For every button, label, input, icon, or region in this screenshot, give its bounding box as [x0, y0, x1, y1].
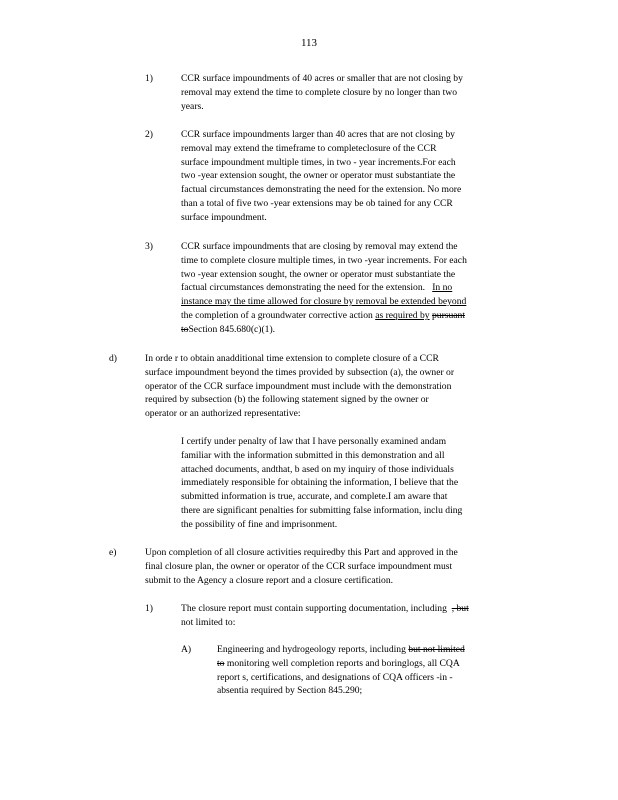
text-line: instance may the time allowed for closure by removal be extended beyond: [181, 296, 467, 308]
item-d-paragraph: [145, 352, 520, 421]
deleted-text: , but: [451, 603, 469, 614]
item-2-marker: 2): [145, 129, 153, 140]
text-line: submit to the Agency a closure report and a closure certification.: [145, 574, 394, 586]
deleted-text: but not limited: [408, 644, 465, 655]
item-1-marker: 1): [145, 73, 153, 84]
text-line: than a total of five two -year extensions may be ob tained for any CCR: [181, 197, 453, 209]
text-line: submitted information is true, accurate, and complete.I am aware that: [181, 491, 448, 503]
text-line: removal may extend the time to complete closure by no longer than two: [181, 86, 458, 98]
text-line: CCR surface impoundments that are closing by removal may extend the: [181, 241, 458, 252]
text-line: [181, 281, 532, 295]
text-line: In orde r to obtain anadditional time extension to complete closure of a CCR: [145, 353, 439, 364]
text-line: there are significant penalties for submitting false information, inclu ding: [181, 504, 463, 516]
text-line: two -year extension sought, the owner or operator must substantiate the: [181, 170, 456, 182]
text-segment: the completion of a groundwater corrective action: [181, 309, 376, 321]
text-line: [181, 602, 532, 616]
certification-statement: [181, 435, 532, 532]
text-line: [217, 657, 536, 671]
text-line: operator or an authorized representative:: [145, 408, 301, 420]
text-line: time to complete closure multiple times, in two -year increments. For each: [181, 254, 467, 266]
item-e-marker: e): [109, 547, 117, 558]
text-line: CCR surface impoundments of 40 acres or smaller that are not closing by: [181, 73, 463, 84]
text-segment: Section 845.680(c)(1).: [188, 323, 276, 335]
item-e1-marker: 1): [145, 603, 153, 614]
text-line: absentia required by Section 845.290;: [217, 685, 363, 697]
text-line: removal may extend the timeframe to completeclosure of the CCR: [181, 142, 437, 154]
item-e1-paragraph: [181, 602, 532, 630]
text-line: not limited to:: [181, 616, 236, 628]
inserted-text: In no: [432, 282, 453, 294]
deleted-text: to: [181, 323, 189, 335]
item-1-paragraph: [181, 72, 532, 113]
text-line: surface impoundment.: [181, 211, 267, 223]
text-line: [181, 323, 532, 337]
page-number: 113: [300, 37, 318, 49]
text-line: surface impoundment multiple times, in two - year increments.For each: [181, 156, 456, 168]
text-line: final closure plan, the owner or operator of the CCR surface impoundment must: [145, 560, 453, 572]
item-3-marker: 3): [145, 241, 153, 252]
text-line: factual circumstances demonstrating the need for the extension. No more: [181, 184, 462, 196]
text-line: I certify under penalty of law that I have personally examined andam: [181, 436, 447, 447]
item-d-marker: d): [109, 353, 117, 364]
item-A-paragraph: [217, 643, 536, 698]
item-e-paragraph: [145, 546, 536, 587]
text-line: [181, 309, 532, 323]
item-A-marker: A): [181, 644, 192, 655]
text-line: the possibility of fine and imprisonment.: [181, 518, 338, 530]
text-line: attached documents, andthat, b ased on my inquiry of those individuals: [181, 463, 454, 475]
text-line: years.: [181, 100, 204, 112]
text-segment: monitoring well completion reports and boringlogs, all CQA: [226, 657, 460, 669]
item-3-paragraph: [181, 240, 532, 337]
text-line: immediately responsible for obtaining the information, I believe that the: [181, 477, 459, 489]
text-line: operator of the CCR surface impoundment must include with the demonstration: [145, 380, 452, 392]
text-line: familiar with the information submitted in this demonstration and all: [181, 449, 445, 461]
text-line: Upon completion of all closure activities requiredby this Part and approved in the: [145, 547, 458, 558]
text-segment: Engineering and hydrogeology reports, including: [217, 644, 406, 655]
text-segment: The closure report must contain supporting documentation, including: [181, 603, 447, 614]
text-line: two -year extension sought, the owner or operator must substantiate the: [181, 268, 456, 280]
text-line: surface impoundment beyond the times provided by subsection (a), the owner or: [145, 366, 455, 378]
deleted-text: pursuant: [431, 309, 466, 321]
deleted-text: to: [217, 657, 225, 669]
item-2-paragraph: [181, 128, 532, 225]
text-line: required by subsection (b) the following statement signed by the owner or: [145, 394, 429, 406]
text-segment: factual circumstances demonstrating the need for the extension.: [181, 282, 426, 294]
inserted-text: as required by: [375, 309, 430, 321]
text-line: report s, certifications, and designations of CQA officers -in -: [217, 671, 453, 683]
text-line: CCR surface impoundments larger than 40 acres that are not closing by: [181, 129, 455, 140]
text-line: [217, 643, 536, 657]
